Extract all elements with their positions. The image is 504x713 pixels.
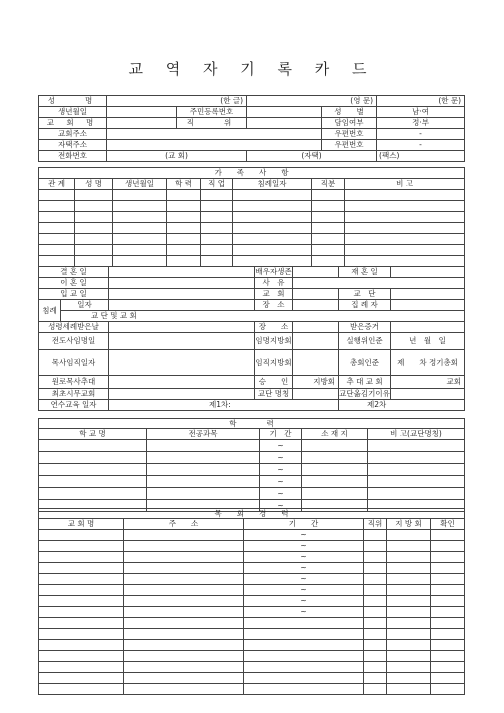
- executive-approval-date[interactable]: 년 월 일: [391, 333, 465, 350]
- table-row[interactable]: [39, 234, 465, 245]
- table-row[interactable]: [39, 245, 465, 256]
- table-row[interactable]: ~: [39, 607, 465, 618]
- spirit-baptism-place-label: 장 소: [255, 322, 293, 333]
- table-row[interactable]: ~: [39, 530, 465, 541]
- phone-label: 전화번호: [39, 151, 107, 162]
- name-hanja-label: (한 문): [377, 96, 465, 107]
- table-row[interactable]: [39, 662, 465, 673]
- emeritus-label: 원로목사추대: [39, 376, 109, 389]
- name-english-label: (영 문): [247, 96, 377, 107]
- approval-label: 승 인: [255, 376, 293, 389]
- gender-label: 성 별: [322, 107, 377, 118]
- table-row[interactable]: [39, 640, 465, 651]
- entry-date-label: 입 교 일: [39, 289, 109, 300]
- table-row[interactable]: [39, 651, 465, 662]
- district-label: 지방회: [293, 376, 339, 389]
- family-col-birthdate: 생년월일: [113, 179, 167, 190]
- table-row[interactable]: ~: [39, 476, 465, 488]
- phone-home-label: (자택): [247, 151, 377, 162]
- resident-number-value[interactable]: [247, 107, 322, 118]
- assembly-approval-label: 총회인준: [339, 350, 391, 376]
- marriage-date-label: 결 혼 일: [39, 267, 109, 278]
- family-col-relation: 관 계: [39, 179, 75, 190]
- evangelist-appointment-label: 전도사임명일: [39, 333, 109, 350]
- table-row[interactable]: [39, 673, 465, 684]
- divorce-reason-label: 사 유: [255, 278, 293, 289]
- church-suffix-label: 교회: [391, 376, 465, 389]
- table-row[interactable]: ~: [39, 488, 465, 500]
- church-address-label: 교회주소: [39, 129, 107, 140]
- home-zip-label: 우편번호: [322, 140, 377, 151]
- position-label: 직 위: [177, 118, 247, 129]
- baptism-date-label: 일자: [61, 300, 109, 311]
- remarriage-date-label: 재 혼 일: [339, 267, 391, 278]
- family-col-baptism-date: 침례일자: [233, 179, 312, 190]
- training-date-label: 연수교육 일자: [39, 400, 109, 411]
- family-col-office: 직분: [312, 179, 345, 190]
- entry-denomination-label: 교 단: [339, 289, 391, 300]
- page-title: 교 역 자 기 록 카 드: [128, 60, 376, 78]
- church-zip-value[interactable]: -: [377, 129, 465, 140]
- ministry-record-table: [38, 266, 465, 411]
- baptism-officiant-label: 집 례 자: [339, 300, 391, 311]
- table-row[interactable]: [39, 256, 465, 267]
- position-value[interactable]: [247, 118, 322, 129]
- career-heading: 목 회 경 력: [39, 509, 465, 519]
- phone-church-label: (교 회): [107, 151, 247, 162]
- education-table: [38, 418, 465, 512]
- church-name-label: 교 회 명: [39, 118, 107, 129]
- career-table: [38, 508, 465, 695]
- table-row[interactable]: [39, 223, 465, 234]
- resident-number-label: 주민등록번호: [177, 107, 247, 118]
- church-address-value[interactable]: [107, 129, 322, 140]
- denomination-change-reason-label: 교단옮김기이유: [339, 389, 390, 399]
- spirit-baptism-evidence-label: 받은증거: [339, 322, 391, 333]
- entry-church-label: 교 회: [255, 289, 293, 300]
- table-row[interactable]: ~: [39, 541, 465, 552]
- table-row[interactable]: [39, 212, 465, 223]
- career-col-district: 지 방 회: [387, 519, 431, 530]
- denomination-church-label: 교 단 및 교 회: [61, 311, 465, 322]
- birthdate-value[interactable]: [107, 107, 177, 118]
- career-col-church: 교 회 명: [39, 519, 124, 530]
- nominating-church-label: 추 대 교 회: [339, 376, 391, 389]
- ordaining-district-label: 임직지방회: [255, 350, 293, 376]
- executive-approval-label: 실행위인준: [339, 333, 391, 350]
- senior-pastor-value[interactable]: 정·부: [377, 118, 465, 129]
- table-row[interactable]: [39, 684, 465, 695]
- family-col-education: 학 력: [167, 179, 201, 190]
- ordination-date-label: 목사임직일자: [39, 350, 109, 376]
- baptism-place-label: 장 소: [255, 300, 293, 311]
- senior-pastor-label: 담임여부: [322, 118, 377, 129]
- church-zip-label: 우편번호: [322, 129, 377, 140]
- spirit-baptism-date-label: 성령세례받은날: [39, 322, 109, 333]
- table-row[interactable]: ~: [39, 563, 465, 574]
- denomination-name-label: 교단 명칭: [255, 389, 293, 400]
- table-row[interactable]: ~: [39, 552, 465, 563]
- basic-info-table: [38, 95, 465, 162]
- career-col-address: 주 소: [124, 519, 244, 530]
- appointing-district-label: 임명지방회: [255, 333, 293, 350]
- table-row[interactable]: ~: [39, 440, 465, 452]
- table-row[interactable]: [39, 618, 465, 629]
- divorce-date-label: 이 혼 일: [39, 278, 109, 289]
- church-name-value[interactable]: [107, 118, 177, 129]
- baptism-label: 침례: [39, 300, 61, 322]
- name-korean-label: (한 글): [107, 96, 247, 107]
- table-row[interactable]: ~: [39, 585, 465, 596]
- table-row[interactable]: ~: [39, 452, 465, 464]
- family-table: [38, 167, 465, 267]
- education-col-location: 소 재 지: [302, 429, 368, 440]
- assembly-approval-session[interactable]: 제 차 정기총회: [391, 350, 465, 376]
- table-row[interactable]: [39, 629, 465, 640]
- education-col-school: 학 교 명: [39, 429, 147, 440]
- training-first-label: 제1차:: [109, 400, 339, 411]
- career-col-confirm: 확인: [431, 519, 465, 530]
- gender-value[interactable]: 남·여: [377, 107, 465, 118]
- education-col-period: 기 간: [260, 429, 302, 440]
- family-col-job: 직 업: [201, 179, 233, 190]
- career-col-position: 직위: [364, 519, 387, 530]
- family-col-name: 성 명: [75, 179, 113, 190]
- training-second-label: 제2차: [339, 400, 465, 411]
- phone-fax-label: (팩스): [377, 151, 465, 162]
- home-address-value[interactable]: [107, 140, 322, 151]
- table-row[interactable]: ~: [39, 574, 465, 585]
- table-row[interactable]: ~: [39, 596, 465, 607]
- table-row[interactable]: [39, 190, 465, 201]
- home-address-label: 자택주소: [39, 140, 107, 151]
- spouse-living-label: 배우자생존: [255, 267, 292, 277]
- table-row[interactable]: ~: [39, 500, 465, 512]
- birthdate-label: 생년월일: [39, 107, 107, 118]
- table-row[interactable]: ~: [39, 464, 465, 476]
- name-label: 성 명: [39, 96, 107, 107]
- education-col-major: 전공과목: [147, 429, 260, 440]
- education-heading: 학 력: [39, 419, 465, 429]
- education-col-remarks: 비 고(교단명칭): [368, 429, 465, 440]
- home-zip-value[interactable]: -: [377, 140, 465, 151]
- family-heading: 가 족 사 항: [39, 168, 465, 179]
- career-col-period: 기 간: [244, 519, 364, 530]
- first-church-label: 최초시무교회: [39, 389, 109, 400]
- family-col-remarks: 비 고: [345, 179, 465, 190]
- table-row[interactable]: [39, 201, 465, 212]
